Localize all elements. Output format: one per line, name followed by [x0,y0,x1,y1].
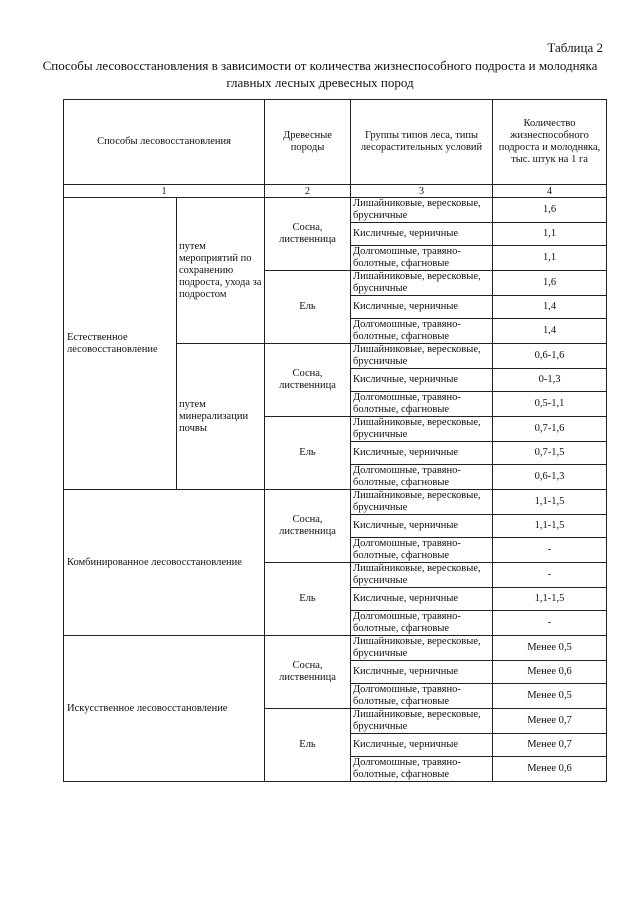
group-moss: Долгомошные, травяно-болотные, сфагновые [351,757,493,782]
quantity-value: 0,6-1,3 [493,465,607,490]
group-lichen: Лишайниковые, вересковые, брусничные [351,271,493,296]
quantity-value: Менее 0,5 [493,684,607,709]
quantity-value: 1,4 [493,296,607,319]
header-methods: Способы лесовосстановления [64,100,265,185]
group-lichen: Лишайниковые, вересковые, брусничные [351,490,493,515]
quantity-value: - [493,611,607,636]
table-label: Таблица 2 [547,40,603,55]
quantity-value: 1,1-1,5 [493,490,607,515]
col-num-1: 1 [64,185,265,198]
quantity-value: 1,1 [493,246,607,271]
table-title: Способы лесовосстановления в зависимости от количества жизнеспособного подроста и молодняка главных лесных древесных пород [42,58,598,90]
quantity-value: 0,5-1,1 [493,392,607,417]
group-lichen: Лишайниковые, вересковые, брусничные [351,344,493,369]
group-lichen: Лишайниковые, вересковые, брусничные [351,198,493,223]
reforestation-table [63,99,607,782]
quantity-value: 0,6-1,6 [493,344,607,369]
method-artificial: Искусственное лесовосстановление [64,636,265,782]
quantity-value: - [493,538,607,563]
quantity-value: Менее 0,7 [493,734,607,757]
submethod-preservation: путем мероприятий по сохранению подроста, ухода за подростом [177,198,265,344]
group-sorrel: Кисличные, черничные [351,515,493,538]
group-lichen: Лишайниковые, вересковые, брусничные [351,636,493,661]
quantity-value: 0-1,3 [493,369,607,392]
quantity-value: 0,7-1,6 [493,417,607,442]
table-row [64,490,607,515]
header-quantity: Количество жизнеспособного подроста и молодняка, тыс. штук на 1 га [493,100,607,185]
quantity-value: Менее 0,6 [493,661,607,684]
group-moss: Долгомошные, травяно-болотные, сфагновые [351,684,493,709]
group-moss: Долгомошные, травяно-болотные, сфагновые [351,319,493,344]
quantity-value: 0,7-1,5 [493,442,607,465]
col-num-4: 4 [493,185,607,198]
species-spruce: Ель [265,709,351,782]
table-row [64,636,607,661]
species-spruce: Ель [265,563,351,636]
species-spruce: Ель [265,417,351,490]
quantity-value: 1,6 [493,271,607,296]
header-species: Древесные породы [265,100,351,185]
header-row [64,100,607,185]
submethod-mineralization: путем минерализации почвы [177,344,265,490]
species-pine: Сосна, лиственница [265,490,351,563]
species-pine: Сосна, лиственница [265,636,351,709]
method-combined: Комбинированное лесовосстановление [64,490,265,636]
group-sorrel: Кисличные, черничные [351,442,493,465]
group-moss: Долгомошные, травяно-болотные, сфагновые [351,465,493,490]
group-moss: Долгомошные, травяно-болотные, сфагновые [351,611,493,636]
col-num-2: 2 [265,185,351,198]
group-sorrel: Кисличные, черничные [351,369,493,392]
col-num-3: 3 [351,185,493,198]
group-moss: Долгомошные, травяно-болотные, сфагновые [351,538,493,563]
header-forest-groups: Группы типов леса, типы лесорастительных условий [351,100,493,185]
group-sorrel: Кисличные, черничные [351,661,493,684]
quantity-value: Менее 0,7 [493,709,607,734]
quantity-value: 1,1-1,5 [493,588,607,611]
group-lichen: Лишайниковые, вересковые, брусничные [351,563,493,588]
quantity-value: Менее 0,5 [493,636,607,661]
quantity-value: 1,1 [493,223,607,246]
group-moss: Долгомошные, травяно-болотные, сфагновые [351,246,493,271]
quantity-value: - [493,563,607,588]
species-pine: Сосна, лиственница [265,198,351,271]
group-sorrel: Кисличные, черничные [351,223,493,246]
quantity-value: 1,4 [493,319,607,344]
group-sorrel: Кисличные, черничные [351,588,493,611]
group-sorrel: Кисличные, черничные [351,296,493,319]
group-lichen: Лишайниковые, вересковые, брусничные [351,417,493,442]
method-natural: Естественное лесовосстановление [64,198,177,490]
quantity-value: 1,6 [493,198,607,223]
quantity-value: Менее 0,6 [493,757,607,782]
group-moss: Долгомошные, травяно-болотные, сфагновые [351,392,493,417]
quantity-value: 1,1-1,5 [493,515,607,538]
species-pine: Сосна, лиственница [265,344,351,417]
group-lichen: Лишайниковые, вересковые, брусничные [351,709,493,734]
table-row [64,198,607,223]
species-spruce: Ель [265,271,351,344]
column-numbers-row [64,185,607,198]
group-sorrel: Кисличные, черничные [351,734,493,757]
